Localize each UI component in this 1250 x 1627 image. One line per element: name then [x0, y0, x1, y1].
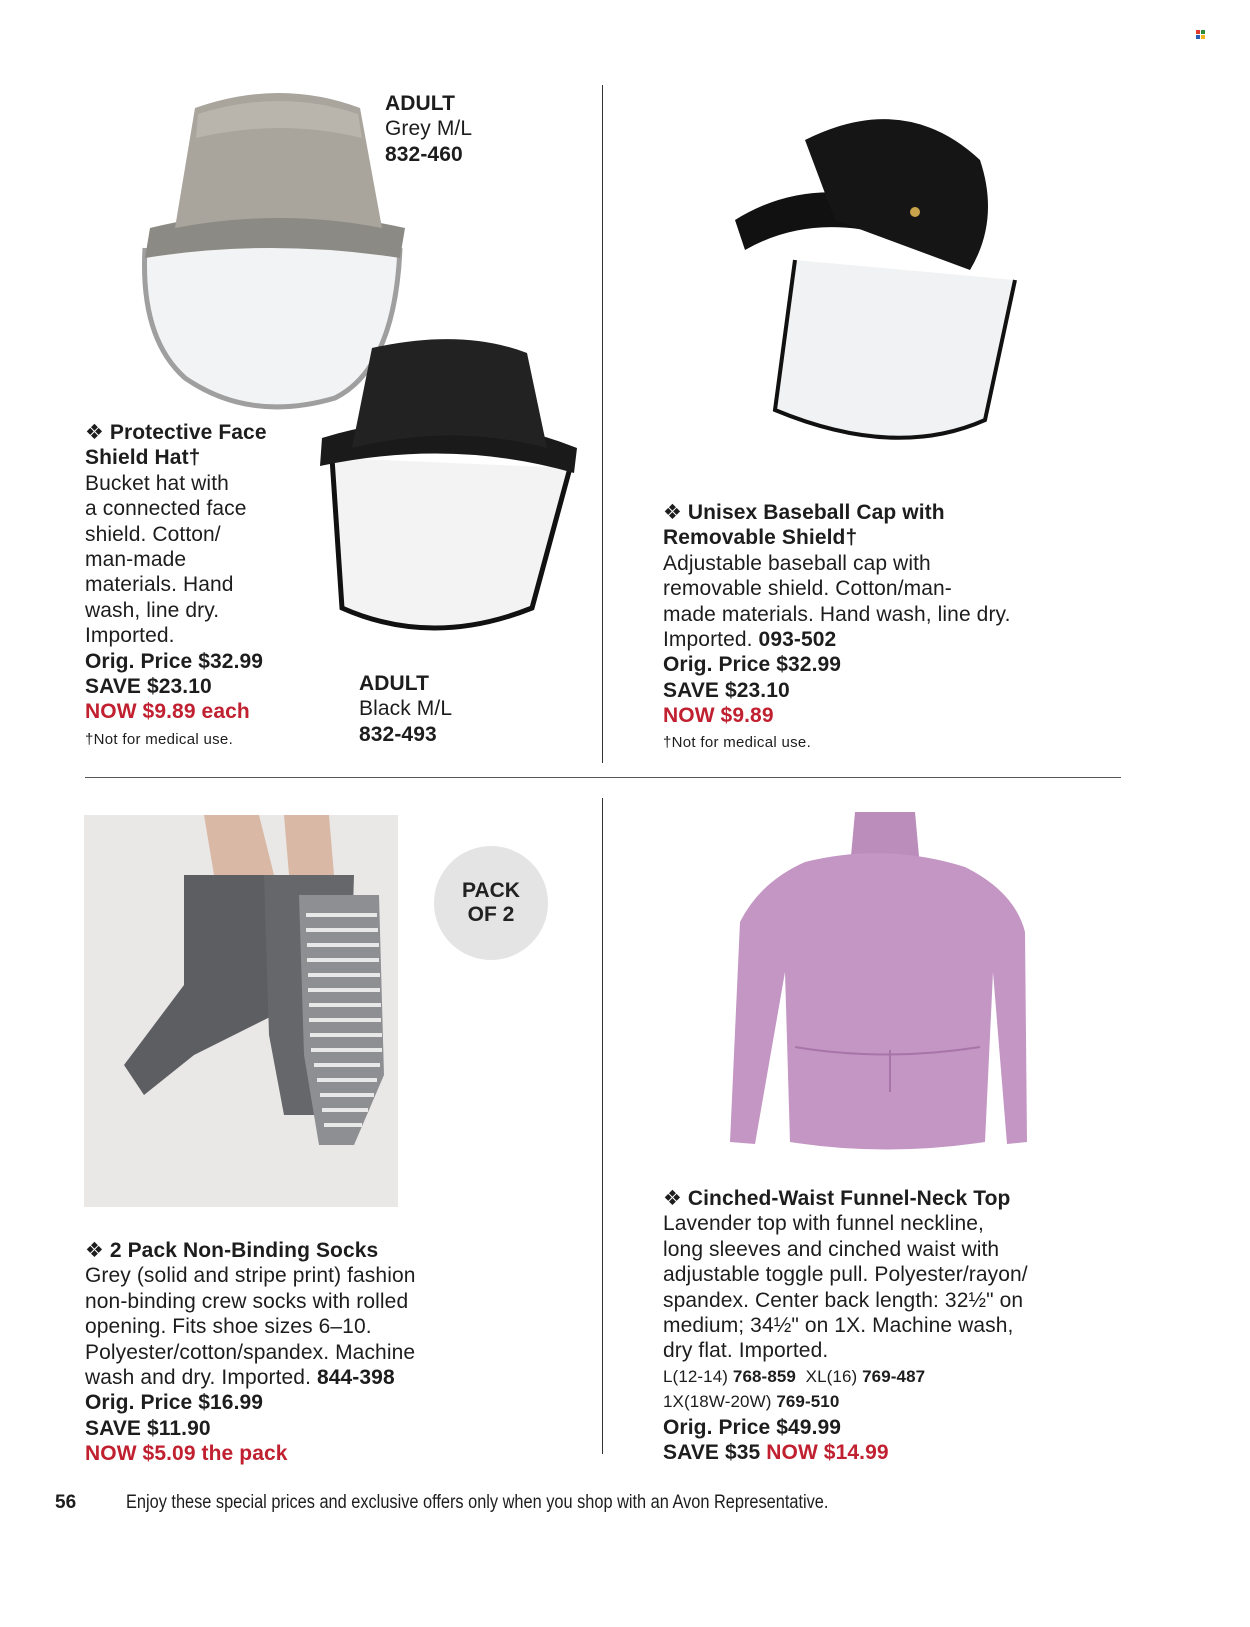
brand-mark-icon	[1196, 30, 1206, 40]
desc-line: opening. Fits shoe sizes 6–10.	[85, 1315, 372, 1339]
lavender-top-image	[715, 812, 1045, 1157]
size-label: XL(16)	[805, 1366, 858, 1386]
save-amount: SAVE $35	[663, 1441, 761, 1465]
desc-line: man-made	[85, 548, 187, 572]
grey-variant-desc: Grey M/L	[385, 117, 473, 141]
black-face-shield-hat-image	[312, 338, 592, 648]
vertical-divider-top	[602, 85, 603, 763]
pack-of-2-badge	[434, 846, 548, 960]
desc-line: Grey (solid and stripe print) fashion	[85, 1264, 416, 1288]
desc-line: non-binding crew socks with rolled	[85, 1289, 409, 1313]
save-amount: SAVE $23.10	[663, 678, 790, 702]
now-price: NOW $14.99	[766, 1441, 889, 1465]
save-amount: SAVE $23.10	[85, 675, 212, 699]
badge-line: OF 2	[467, 903, 515, 926]
black-variant-label: ADULT	[359, 672, 430, 695]
desc-line: medium; 34½" on 1X. Machine wash,	[663, 1314, 1014, 1338]
desc-line: adjustable toggle pull. Polyester/rayon/	[663, 1263, 1028, 1287]
save-amount: SAVE $11.90	[85, 1416, 211, 1440]
desc-line: wash, line dry.	[85, 598, 220, 622]
desc-line: Polyester/cotton/spandex. Machine	[85, 1340, 416, 1364]
product-title: ❖ Cinched-Waist Funnel-Neck Top	[663, 1187, 1011, 1210]
now-price: NOW $9.89	[663, 704, 774, 728]
footer-disclaimer: Enjoy these special prices and exclusive offers only when you shop with an Avon Representative.	[126, 1492, 829, 1513]
orig-price: Orig. Price $49.99	[663, 1415, 842, 1439]
desc-line: shield. Cotton/	[85, 522, 221, 546]
orig-price: Orig. Price $32.99	[663, 653, 842, 677]
black-variant-code: 832-493	[359, 722, 437, 746]
desc-line: removable shield. Cotton/man-	[663, 577, 952, 601]
desc-line	[663, 627, 1011, 652]
grey-variant-label: ADULT	[385, 92, 456, 115]
item-code: 844-398	[316, 1366, 395, 1390]
badge-line: PACK	[462, 879, 520, 902]
product-title: ❖ Unisex Baseball Cap with	[663, 501, 945, 524]
product-title: ❖ 2 Pack Non-Binding Socks	[85, 1239, 379, 1262]
price-line	[663, 1440, 1028, 1465]
socks-image	[84, 815, 398, 1207]
medical-note: †Not for medical use.	[663, 734, 812, 751]
medical-note: †Not for medical use.	[85, 731, 234, 748]
desc-text: wash and dry. Imported.	[85, 1366, 312, 1390]
horizontal-divider	[85, 777, 1121, 778]
desc-line: made materials. Hand wash, line dry.	[663, 602, 1011, 626]
item-code: 093-502	[758, 628, 837, 652]
size-label: L(12-14)	[663, 1366, 729, 1386]
now-price: NOW $5.09 the pack	[85, 1442, 288, 1466]
product-title: Removable Shield†	[663, 526, 858, 550]
desc-line: Adjustable baseball cap with	[663, 551, 931, 575]
black-variant-desc: Black M/L	[359, 697, 453, 721]
desc-line: Imported.	[85, 624, 175, 648]
page-number: 56	[55, 1492, 77, 1513]
size-label: 1X(18W-20W)	[663, 1392, 772, 1412]
item-code: 768-859	[732, 1366, 796, 1386]
vertical-divider-bottom	[602, 798, 603, 1454]
desc-line: long sleeves and cinched waist with	[663, 1237, 1000, 1261]
orig-price: Orig. Price $16.99	[85, 1391, 264, 1415]
socks-description	[85, 1238, 416, 1467]
black-variant-info	[359, 671, 452, 747]
item-code: 769-510	[776, 1392, 840, 1412]
desc-line: a connected face	[85, 497, 247, 521]
funnel-top-description	[663, 1186, 1028, 1465]
desc-line: Bucket hat with	[85, 471, 229, 495]
desc-line: materials. Hand	[85, 573, 234, 597]
grey-variant-code: 832-460	[385, 142, 463, 166]
now-price: NOW $9.89 each	[85, 700, 250, 724]
desc-line: Lavender top with funnel neckline,	[663, 1212, 984, 1236]
face-shield-hat-description	[85, 420, 267, 725]
grey-variant-info	[385, 91, 472, 167]
socks-photo	[84, 815, 398, 1207]
desc-line: spandex. Center back length: 32½" on	[663, 1288, 1024, 1312]
imported-text: Imported.	[663, 628, 753, 652]
orig-price: Orig. Price $32.99	[85, 649, 264, 673]
desc-line: dry flat. Imported.	[663, 1339, 829, 1363]
product-title: ❖ Protective Face	[85, 421, 267, 444]
item-code: 769-487	[862, 1366, 926, 1386]
desc-line	[85, 1365, 416, 1390]
baseball-cap-shield-image	[715, 100, 1035, 460]
baseball-cap-description	[663, 500, 1011, 729]
size-line	[663, 1389, 1028, 1414]
product-title: Shield Hat†	[85, 446, 201, 470]
size-line	[663, 1364, 1028, 1389]
